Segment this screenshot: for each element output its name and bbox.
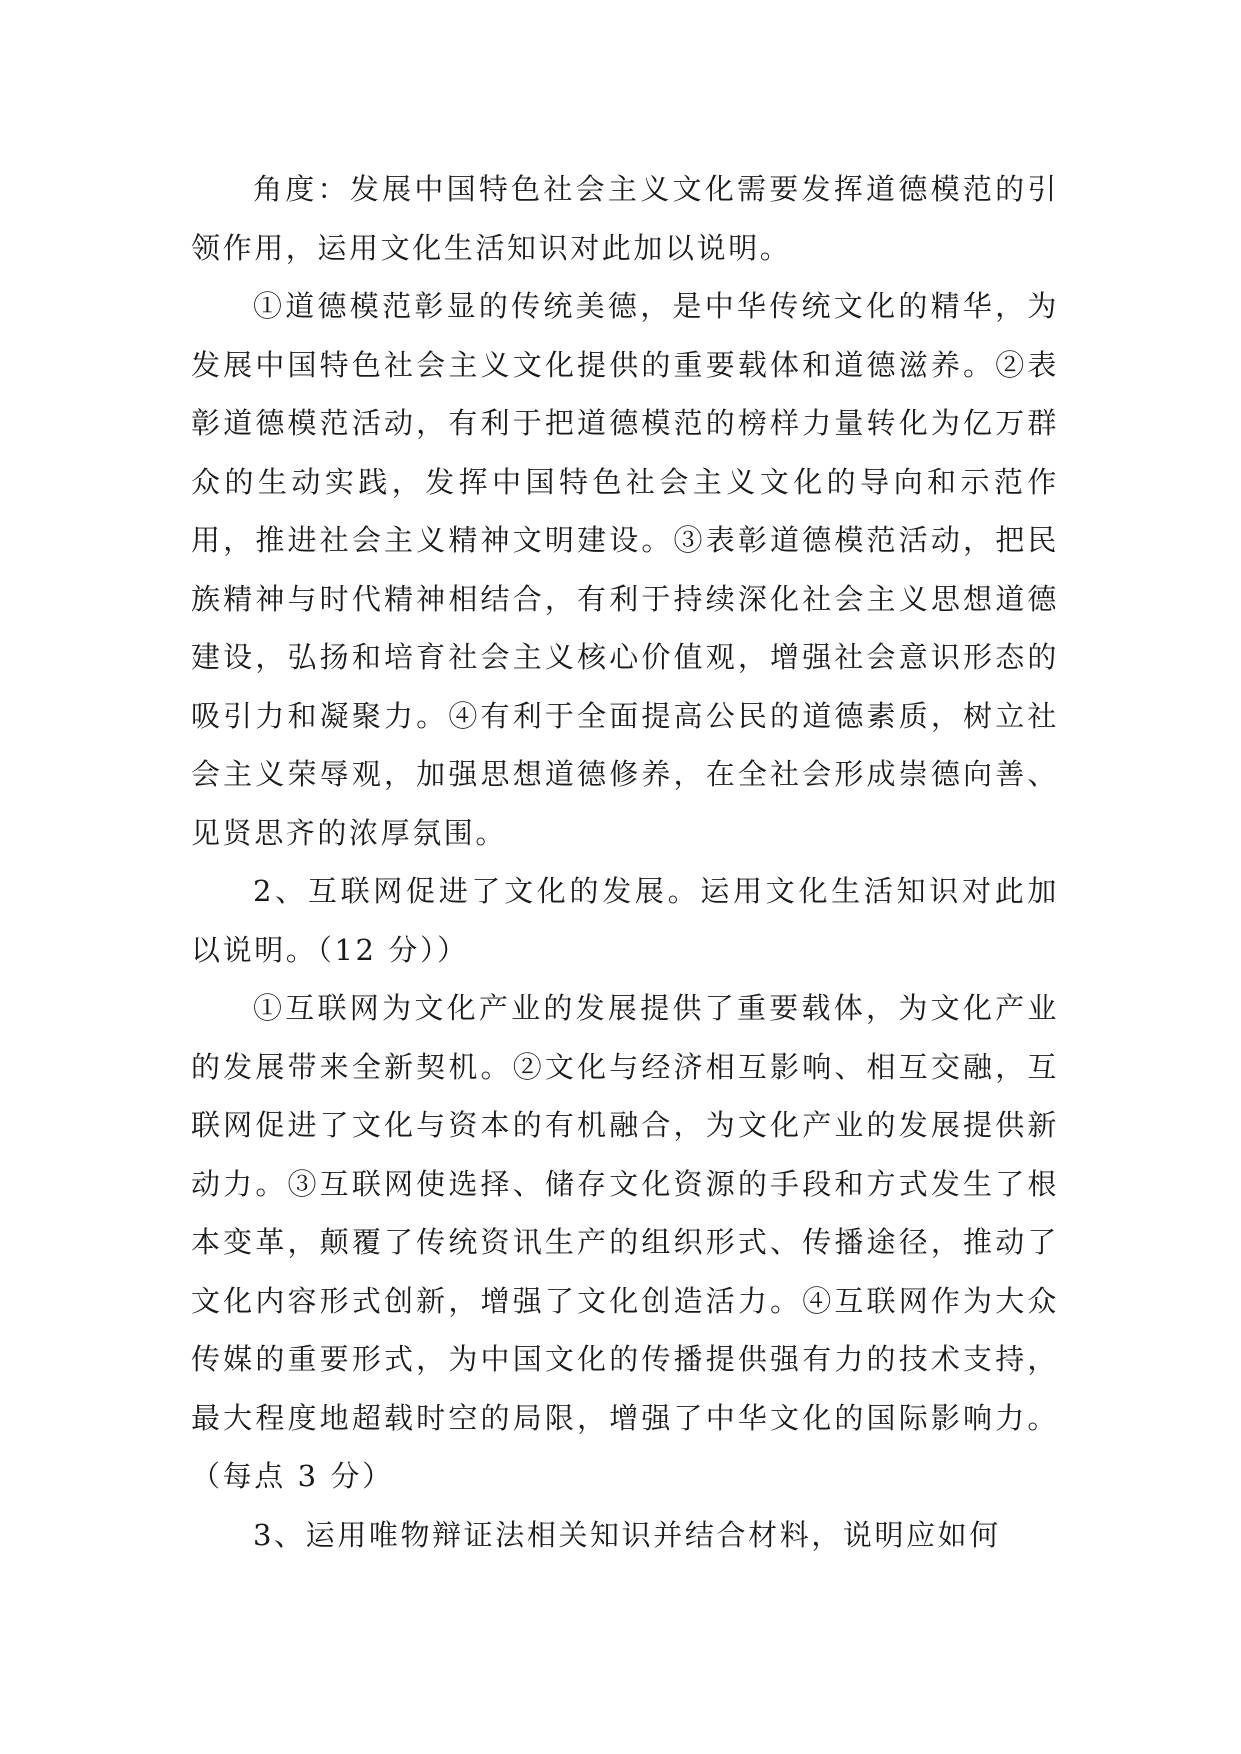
paragraph-angle-prompt: 角度：发展中国特色社会主义文化需要发挥道德模范的引领作用，运用文化生活知识对此加以说明。 xyxy=(191,172,1059,265)
document-body xyxy=(191,160,1059,1564)
paragraph-answer-2: ①互联网为文化产业的发展提供了重要载体，为文化产业的发展带来全新契机。②文化与经济相互影响、相互交融，互联网促进了文化与资本的有机融合，为文化产业的发展提供新动力。③互联网使选择、储存文化资源的手段和方式发生了根本变革，颠覆了传统资讯生产的组织形式、传播途径，推动了文化内容形式创新，增强了文化创造活力。④互联网作为大众传媒的重要形式，为中国文化的传播提供强有力的技术支持，最大程度地超载时空的局限，增强了中华文化的国际影响力。（每点 3 分） xyxy=(191,991,1059,1493)
paragraph-question-3: 3、运用唯物辩证法相关知识并结合材料，说明应如何 xyxy=(253,1517,1001,1552)
paragraph-answer-1: ①道德模范彰显的传统美德，是中华传统文化的精华，为发展中国特色社会主义文化提供的重要载体和道德滋养。②表彰道德模范活动，有利于把道德模范的榜样力量转化为亿万群众的生动实践，发挥中国特色社会主义文化的导向和示范作用，推进社会主义精神文明建设。③表彰道德模范活动，把民族精神与时代精神相结合，有利于持续深化社会主义思想道德建设，弘扬和培育社会主义核心价值观，增强社会意识形态的吸引力和凝聚力。④有利于全面提高公民的道德素质，树立社会主义荣辱观，加强思想道德修养，在全社会形成崇德向善、见贤思齐的浓厚氛围。 xyxy=(191,289,1059,850)
paragraph-question-2: 2、互联网促进了文化的发展。运用文化生活知识对此加以说明。（12 分）） xyxy=(191,874,1059,967)
